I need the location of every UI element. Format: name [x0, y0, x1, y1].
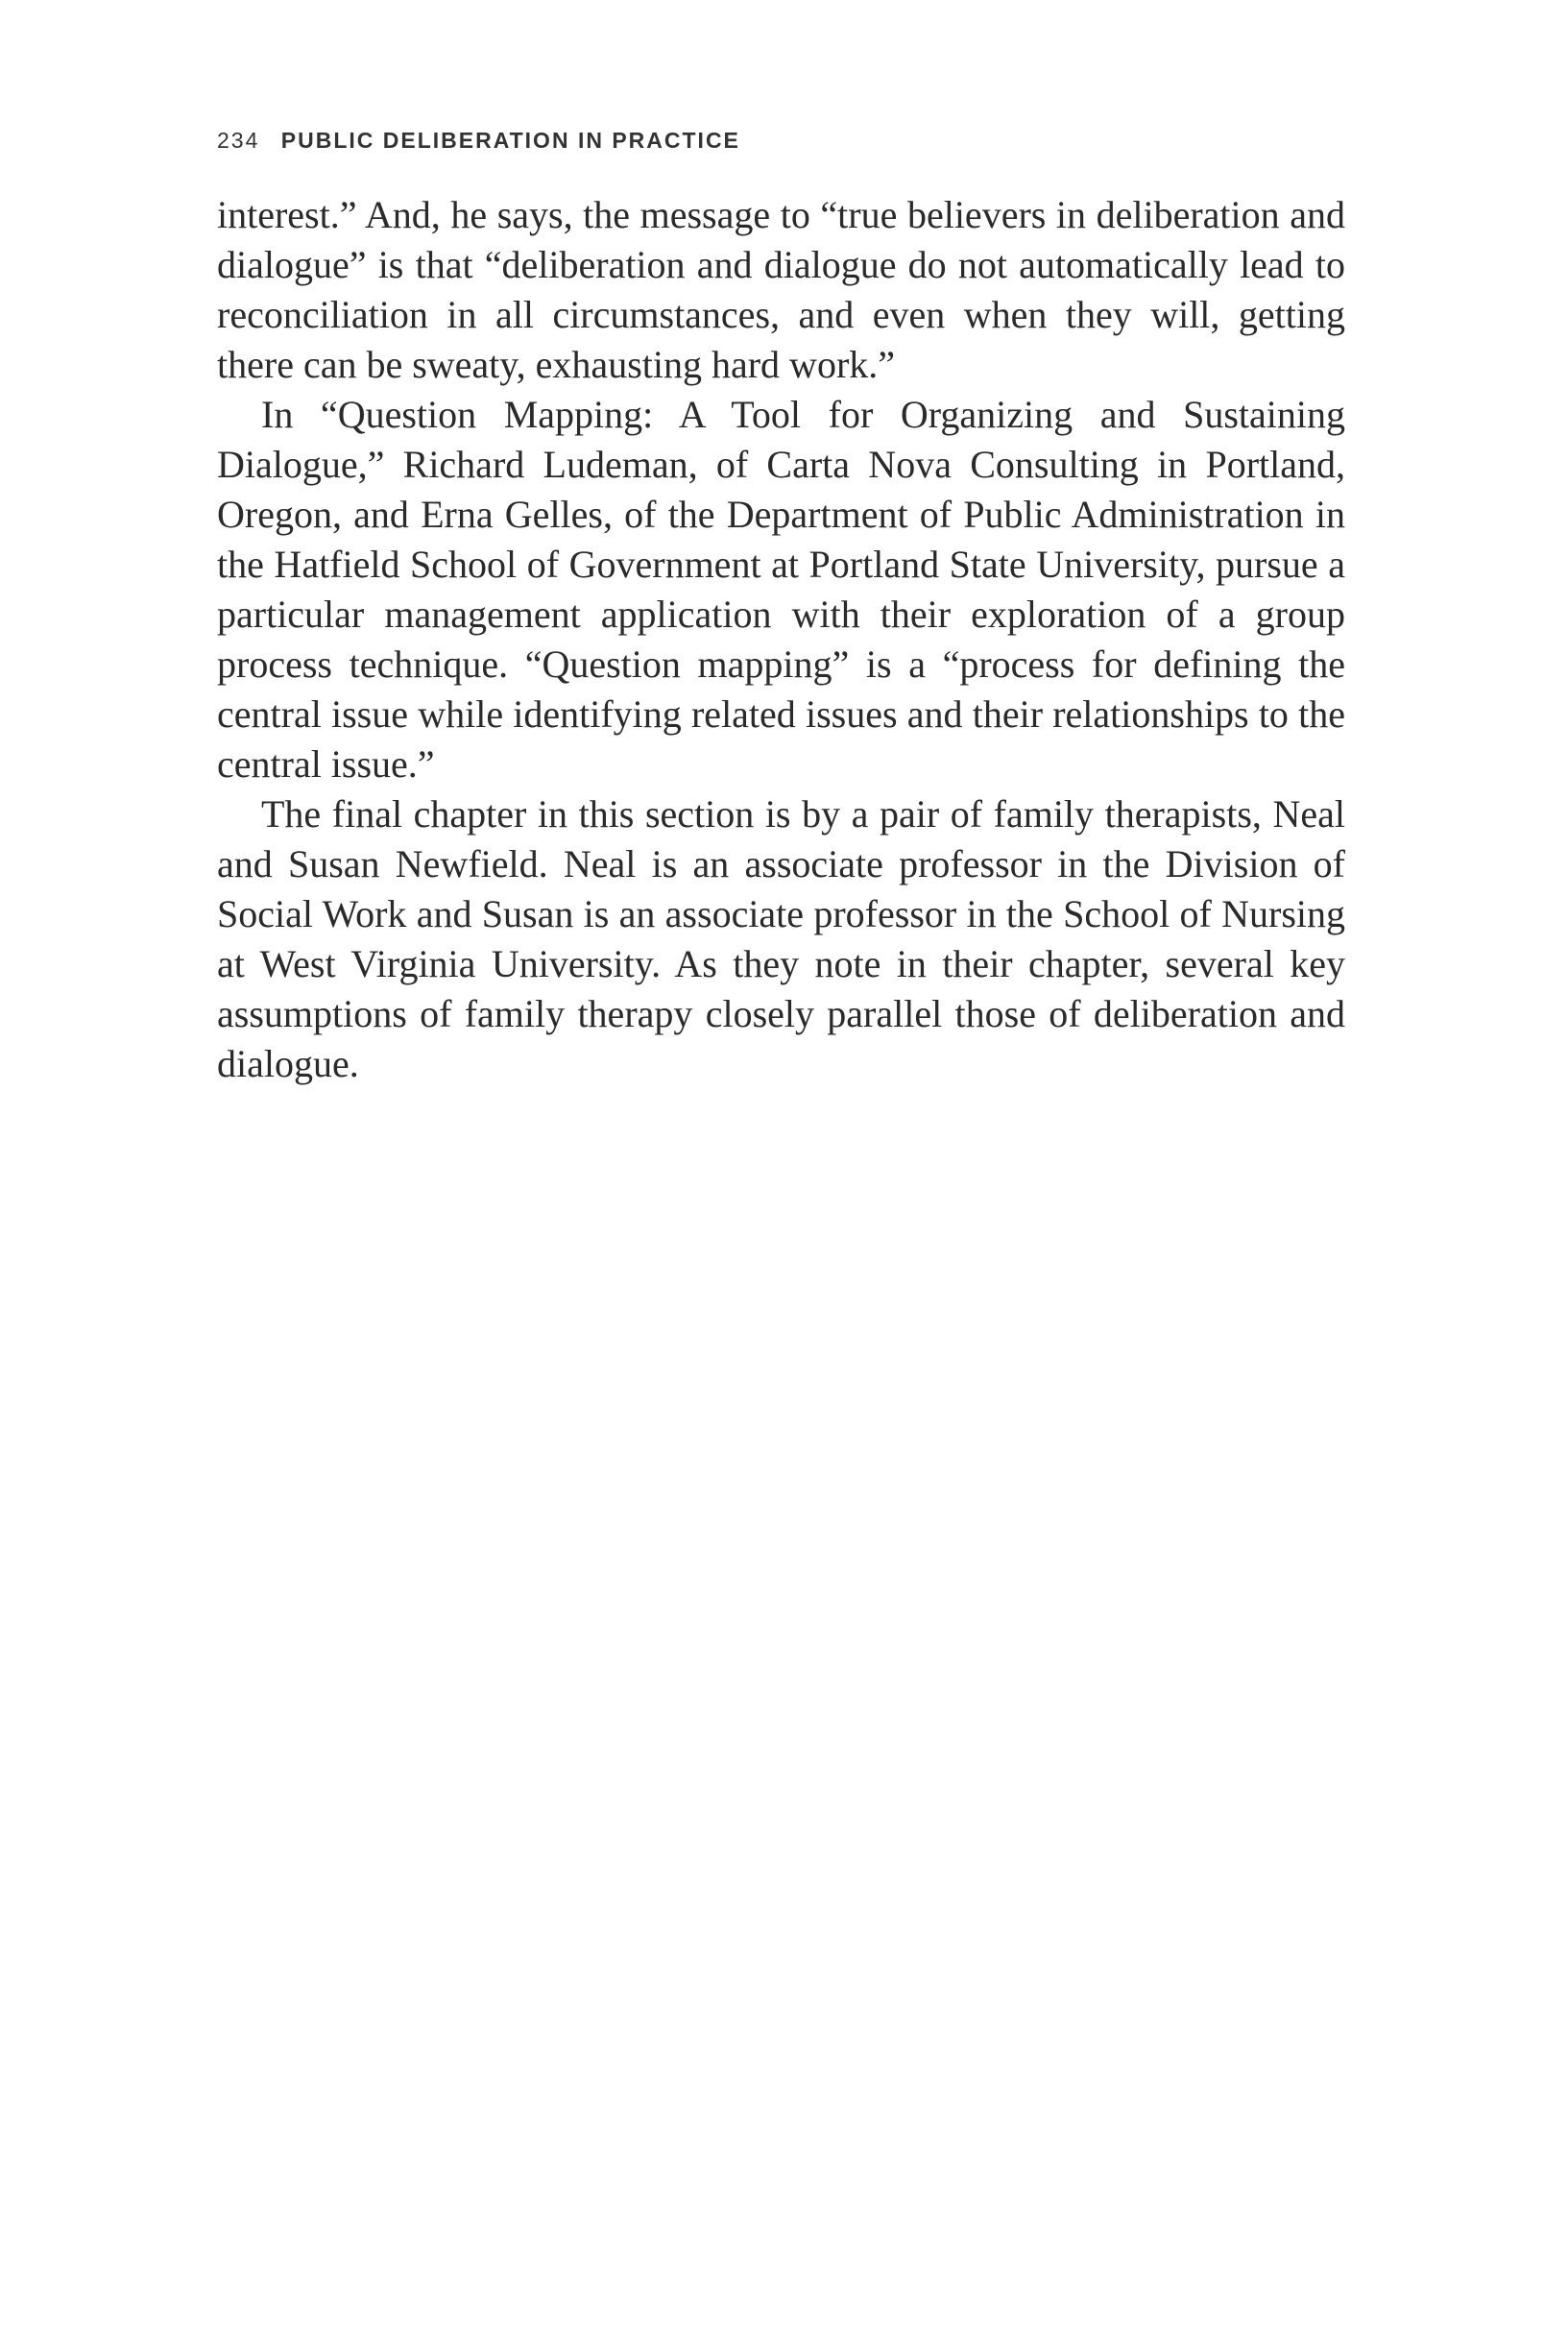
running-title: PUBLIC DELIBERATION IN PRACTICE	[280, 128, 740, 153]
paragraph-final-chapter: The final chapter in this section is by a pair of family therapists, Neal and Susan Newfield. Neal is an associate professor in the Division of Social Work and Susan is an associate professor in the School of Nursing at West Virginia University. As they note in their chapter, several key assumptions of family therapy closely parallel those of deliberation and dialogue.	[217, 792, 1345, 1085]
paragraph-question-mapping: In “Question Mapping: A Tool for Organizing and Sustaining Dialogue,” Richard Ludeman, of Carta Nova Consulting in Portland, Oregon, and Erna Gelles, of the Department of Public Administration in the Hatfield School of Government at Portland State University, pursue a particular management application with their exploration of a group process technique. “Question mapping” is a “process for defining the central issue while identifying related issues and their relationships to the central issue.”	[217, 393, 1345, 786]
paragraph-continuation: interest.” And, he says, the message to “true believers in deliberation and dialogue” is that “deliberation and dialogue do not automatically lead to reconciliation in all circumstances, and even when they will, getting there can be sweaty, exhausting hard work.”	[217, 193, 1345, 386]
body-text	[217, 190, 1345, 1089]
running-head	[217, 128, 740, 154]
page-number: 234	[217, 128, 260, 153]
